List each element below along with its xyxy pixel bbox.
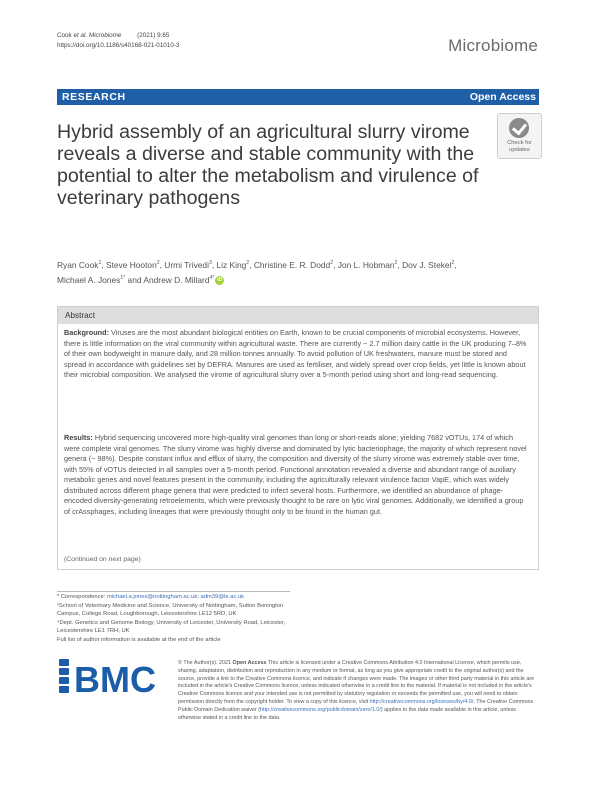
abstract-results	[64, 433, 530, 517]
doi-link[interactable]: https://doi.org/10.1186/s40168-021-01010-3	[57, 41, 180, 49]
article-type-banner	[57, 89, 539, 105]
author[interactable]: Ryan Cook$^1$	[57, 259, 102, 270]
check-for-updates-text	[498, 140, 541, 154]
author-list: Ryan Cook$^1$, Steve Hooton$^2$, Urmi Trivedi$^3$, Liz King$^2$, Christine E. R. Dodd$^2$, Jon L. Hobman$^2$, Dov J. Stekel$^2$, Michael A. Jones$^{1*}$ and Andrew D. Millard$^{4*}$ iD	[57, 259, 457, 285]
affiliation-4: ⁴Dept. Genetics and Genome Biology, University of Leicester, University Road, Leicester, Leicestershire LE1 7RH, UK	[57, 619, 286, 635]
license-text-2: . The Creative Commons Public Domain Dedication waiver (	[178, 698, 534, 713]
background-label: Background:	[64, 328, 109, 337]
journal-name: Microbiome	[448, 36, 538, 55]
correspondence-emails[interactable]: michael.a.jones@nottingham.ac.uk; adm39@le.ac.uk	[106, 594, 245, 600]
affiliation-1: ¹School of Veterinary Medicine and Science, University of Nottingham, Sutton Bonington Campus, College Road, Loughborough, Leicestershire LE12 5RD, UK	[57, 602, 284, 618]
correspondence-label: * Correspondence:	[57, 594, 107, 600]
continued-note: (Continued on next page)	[64, 556, 141, 563]
article-meta	[57, 31, 179, 50]
bmc-logo	[59, 658, 169, 698]
author[interactable]: Andrew D. Millard$^{4*}$	[143, 274, 215, 285]
bmc-logo-block	[59, 668, 69, 675]
badge-line-2: updates	[509, 147, 530, 153]
background-text: Viruses are the most abundant biological entities on Earth, known to be crucial components of microbial ecosystems. However, there is little information on the viral community within agricultural waste. There are currently ~ 2.7 million dairy cattle in the UK producing 7–8% of their own bodyweight in manure daily, and 28 million tonnes annually. To avoid pollution of UK freshwaters, manure must be stored and spread in accordance with guidelines set by DEFRA. Manures are used as fertiliser, and widely spread over crop fields, yet little is known about their microbial composition. We analysed the virome of agricultural slurry over a 5-month period using short and long-read sequencing.	[64, 328, 527, 379]
author[interactable]: Liz King$^2$	[216, 259, 250, 270]
bmc-logo-block	[59, 686, 69, 693]
orcid-icon[interactable]: iD	[217, 276, 223, 283]
badge-line-1: Check for	[507, 140, 532, 146]
citation-year-pages: (2021) 9:65	[137, 32, 170, 39]
bmc-logo-block	[59, 659, 69, 666]
license-lead: © The Author(s). 2021	[178, 660, 233, 666]
author[interactable]: Christine E. R. Dodd$^2$	[253, 259, 334, 270]
author[interactable]: Dov J. Stekel$^2$	[402, 259, 455, 270]
license-open-access: Open Access	[232, 660, 267, 666]
bmc-logo-block	[59, 677, 69, 684]
article-type-label: RESEARCH	[62, 91, 126, 103]
license-link-cc-by[interactable]: http://creativecommons.org/licenses/by/4.0/	[369, 698, 474, 705]
license-text-1: This article is licensed under a Creative Commons Attribution 4.0 International License, which permits use, sharing, adaptation, distribution and reproduction in any medium or format, as long as you give appropriate credit to the original author(s) and the source, provide a link to the Creative Commons licence, and indicate if changes were made. The images or other third party material in this article are included in the article's Creative Commons licence, unless indicated otherwise in a credit line to the material. If material is not included in the article's Creative Commons licence and your intended use is not permitted by statutory regulation or exceeds the permitted use, you will need to obtain permission directly from the copyright holder. To view a copy of this licence, visit	[178, 660, 535, 705]
citation-journal: et al. Microbiome	[73, 32, 122, 39]
correspondence	[57, 593, 290, 602]
bmc-logo-text: BMC	[74, 659, 156, 698]
results-label: Results:	[64, 433, 93, 442]
open-access-label: Open Access	[469, 91, 536, 103]
results-text: Hybrid sequencing uncovered more high-quality viral genomes than long or short-reads alone; yielding 7682 vOTUs, 174 of which were complete viral genomes. The slurry virome was highly diverse and dominated by lytic bacteriophage, the majority of which represent novel genera (~ 98%). Despite constant influx and efflux of slurry, the composition and diversity of the slurry virome was extremely stable over time, with 55% of vOTUs detected in all samples over a 5-month period. Functional annotation revealed a diverse and abundant range of auxiliary metabolic genes and novel features present in the community, including the agriculturally relevant virulence factor VapE, which was widely distributed across different phage genera that were predicted to infect several hosts. Furthermore, we identified an abundance of phage-encoded diversity-generating retroelements, which were previously thought to be rare on lytic viral genomes. Additionally, we identified a group of crAssphages, including lineages that were previously thought only to be found in the human gut.	[64, 433, 527, 516]
author[interactable]: Jon L. Hobman$^2$	[337, 259, 398, 270]
abstract-heading: Abstract	[65, 311, 96, 320]
author[interactable]: Michael A. Jones$^{1*}$	[57, 274, 126, 285]
author[interactable]: Urmi Trivedi$^3$	[164, 259, 212, 270]
citation-line	[57, 31, 179, 41]
footnotes	[57, 593, 290, 645]
check-icon	[509, 118, 529, 138]
full-author-info-note: Full list of author information is available at the end of the article	[57, 636, 221, 643]
abstract-header	[58, 307, 538, 324]
license-link-cc0[interactable]: http://creativecommons.org/publicdomain/zero/1.0/	[260, 706, 381, 713]
citation-authors: Cook	[57, 32, 74, 39]
abstract-background	[64, 328, 530, 381]
check-for-updates-badge[interactable]	[497, 113, 542, 159]
license-text-3: ) applies to the data made available in this article, unless otherwise stated in a credit line to the data.	[178, 706, 516, 721]
article-title: Hybrid assembly of an agricultural slurry virome reveals a diverse and stable community with the potential to alter the metabolism and virulence of veterinary pathogens	[57, 121, 479, 209]
footnote-divider	[57, 591, 290, 592]
license-statement	[178, 660, 540, 722]
author[interactable]: Steve Hooton$^2$	[105, 259, 160, 270]
